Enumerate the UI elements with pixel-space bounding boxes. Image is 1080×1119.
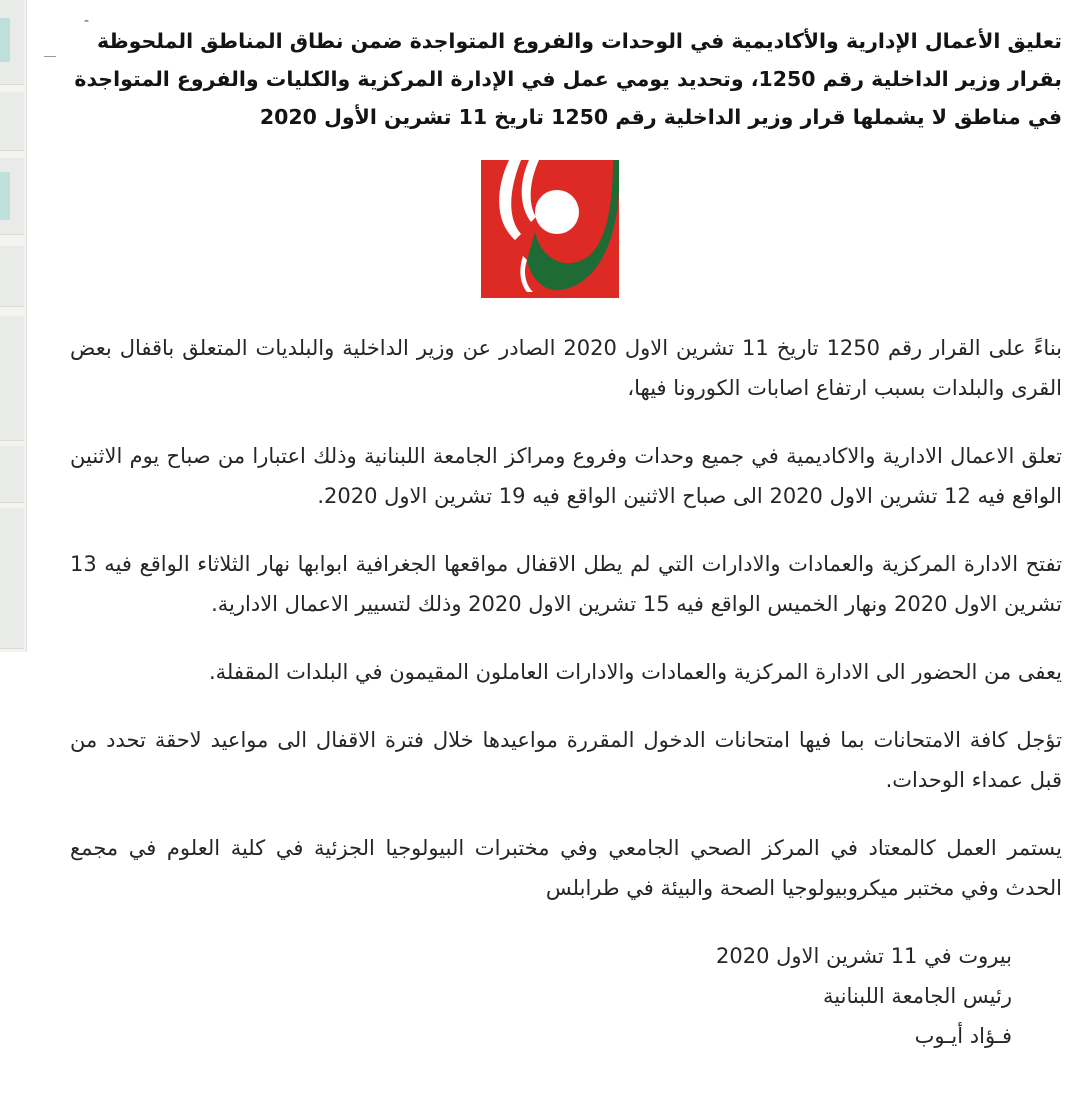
left-panel-item[interactable] bbox=[0, 316, 24, 441]
paragraph-5: تؤجل كافة الامتحانات بما فيها امتحانات الدخول المقررة مواعيدها خلال فترة الاقفال الى مواعيد لاحقة تحدد من قبل عمداء الوحدات. bbox=[70, 728, 1062, 792]
paragraph-4: يعفى من الحضور الى الادارة المركزية والعمادات والادارات العاملون المقيمون في البلدات المقفلة. bbox=[208, 660, 1062, 684]
announcement-body bbox=[70, 328, 1062, 908]
left-edge-panel bbox=[0, 0, 27, 652]
paragraph-1: بناءً على القرار رقم 1250 تاريخ 11 تشرين الاول 2020 الصادر عن وزير الداخلية والبلديات المتعلق باقفال بعض القرى والبلدات بسبب ارتفاع اصابات الكورونا فيها، bbox=[70, 336, 1063, 400]
left-panel-item[interactable] bbox=[0, 508, 24, 649]
left-panel-item[interactable] bbox=[0, 446, 24, 503]
divider-mark bbox=[44, 56, 56, 57]
logo-container bbox=[70, 160, 1062, 298]
signatory-title: رئيس الجامعة اللبنانية bbox=[823, 984, 1012, 1008]
signature-block bbox=[70, 936, 1062, 1056]
signatory-name: فـؤاد أيـوب bbox=[914, 1024, 1012, 1048]
paragraph-3: تفتح الادارة المركزية والعمادات والادارات التي لم يطل الاقفال مواقعها الجغرافية ابوابها نهار الثلاثاء الواقع فيه 13 تشرين الاول 2020 ونهار الخميس الواقع فيه 15 تشرين الاول 2020 وذلك لتسيير الاعمال الادارية. bbox=[70, 552, 1062, 616]
logo-white-disc bbox=[535, 190, 579, 234]
left-panel-tab-indicator bbox=[0, 172, 10, 220]
lebanese-university-logo-icon bbox=[481, 160, 619, 298]
left-panel-item[interactable] bbox=[0, 92, 24, 151]
announcement-heading: تعليق الأعمال الإدارية والأكاديمية في الوحدات والفروع المتواجدة ضمن نطاق المناطق الملحوظة بقرار وزير الداخلية رقم 1250، وتحديد يومي عمل في الإدارة المركزية والكليات والفروع المتواجدة في مناطق لا يشملها قرار وزير الداخلية رقم 1250 تاريخ 11 تشرين الأول 2020 bbox=[74, 29, 1062, 129]
dash-mark-icon: - bbox=[84, 13, 90, 29]
place-date: بيروت في 11 تشرين الاول 2020 bbox=[716, 944, 1012, 968]
paragraph-6: يستمر العمل كالمعتاد في المركز الصحي الجامعي وفي مختبرات البيولوجيا الجزئية في كلية العلوم في مجمع الحدث وفي مختبر ميكروبيولوجيا الصحة والبيئة في طرابلس bbox=[70, 836, 1062, 900]
left-panel-tab-indicator bbox=[0, 18, 10, 62]
left-panel-item[interactable] bbox=[0, 246, 24, 307]
announcement-page bbox=[70, 0, 1062, 1056]
paragraph-2: تعلق الاعمال الادارية والاكاديمية في جميع وحدات وفروع ومراكز الجامعة اللبنانية وذلك اعتبارا من صباح يوم الاثنين الواقع فيه 12 تشرين الاول 2020 الى صباح الاثنين الواقع فيه 19 تشرين الاول 2020. bbox=[70, 444, 1062, 508]
